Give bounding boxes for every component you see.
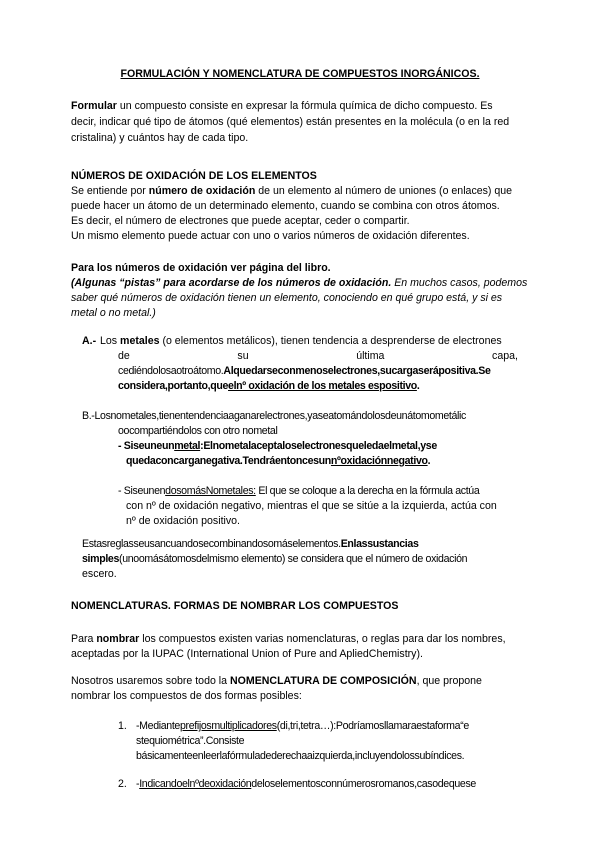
item-a-line-3: cediéndolosaotroátomo.Alquedarseconmenoselectrones,sucargaserápositiva.Se bbox=[118, 365, 491, 377]
nomen-p2-line-1: Nosotros usaremos sobre todo la NOMENCLATURA DE COMPOSICIÓN, que propone bbox=[71, 675, 482, 687]
rules-line-1: Estasreglasseusancuandosecombinandosomáselementos.Enlassustancias bbox=[82, 538, 419, 550]
list-item-1-number: 1. bbox=[118, 720, 127, 732]
item-b-sub2-line-1: - SiseunendosomásNometales: El que se coloque a la derecha en la fórmula actúa bbox=[118, 485, 480, 497]
ox-line-1: Se entiende por número de oxidación de un elemento al número de uniones (o enlaces) que bbox=[71, 185, 513, 197]
hints-line-4: metal o no metal.) bbox=[71, 307, 156, 319]
ox-line-2: puede hacer un átomo de un determinado elemento, cuando se combina con otros átomos. bbox=[71, 200, 500, 212]
item-b-sub1-line-2: quedaconcarganegativa.Tendráentoncesunnºoxidaciónnegativo. bbox=[126, 455, 431, 467]
hints-line-3: saber qué números de oxidación tienen un elemento, conociendo en qué grupo está, y si es bbox=[71, 292, 503, 304]
item-a-line-1: Los metales (o elementos metálicos), tienen tendencia a desprenderse de electrones bbox=[100, 335, 502, 347]
nomen-p1-line-1: Para nombrar los compuestos existen varias nomenclaturas, o reglas para dar los nombres, bbox=[71, 633, 506, 645]
item-a-line-2: de su última capa, bbox=[118, 350, 518, 362]
list-item-1-line-2: stequiométrica”.Consiste bbox=[136, 735, 245, 747]
page-title: FORMULACIÓN Y NOMENCLATURA DE COMPUESTOS INORGÁNICOS. bbox=[120, 68, 480, 80]
item-b-sub1-line-1: - Siseuneunmetal:Elnometalaceptaloselectronesqueledaelmetal,yse bbox=[118, 440, 437, 452]
list-item-2-line-1: -Indicandoelnºdeoxidacióndeloselementosconnúmerosromanos,casodequese bbox=[136, 778, 476, 790]
rules-line-2: simples(unoomásátomosdelmismo elemento) se considera que el número de oxidación bbox=[82, 553, 468, 565]
hints-line-1: Para los números de oxidación ver página del libro. bbox=[71, 262, 331, 274]
intro-line-2: decir, indicar qué tipo de átomos (qué elementos) están presentes en la molécula (o en la red bbox=[71, 116, 510, 128]
list-item-1-line-3: básicamenteenleerlafórmuladederechaaizquierda,incluyendolossubíndices. bbox=[136, 750, 465, 762]
item-b-line-2: oocompartiéndolos con otro nometal bbox=[118, 425, 278, 437]
item-b-sub2-line-2: con nº de oxidación negativo, mientras el que se sitúe a la izquierda, actúa con bbox=[126, 500, 497, 512]
hints-line-2: (Algunas “pistas” para acordarse de los números de oxidación. En muchos casos, podemos bbox=[71, 277, 528, 289]
list-item-2-number: 2. bbox=[118, 778, 127, 790]
ox-line-4: Un mismo elemento puede actuar con uno o varios números de oxidación diferentes. bbox=[71, 230, 470, 242]
item-a-line-4: considera,portanto,queelnº oxidación de los metales espositivo. bbox=[118, 380, 420, 392]
intro-line-3: cristalina) y cuántos hay de cada tipo. bbox=[71, 132, 249, 144]
item-b-line-1: B.-Losnometales,tienentendenciaaganarelectrones,yaseatomándolosdeunátomometálic bbox=[82, 410, 467, 422]
ox-heading: NÚMEROS DE OXIDACIÓN DE LOS ELEMENTOS bbox=[71, 170, 317, 182]
list-item-1-line-1: -Medianteprefijosmultiplicadores(di,tri,tetra…):Podríamosllamaraestaforma“e bbox=[136, 720, 469, 732]
item-a-label: A.- bbox=[82, 335, 97, 347]
nomen-heading: NOMENCLATURAS. FORMAS DE NOMBRAR LOS COMPUESTOS bbox=[71, 600, 399, 612]
rules-line-3: escero. bbox=[82, 568, 117, 580]
nomen-p2-line-2: nombrar los compuestos de dos formas posibles: bbox=[71, 690, 302, 702]
nomen-p1-line-2: aceptadas por la IUPAC (International Union of Pure and ApliedChemistry). bbox=[71, 648, 423, 660]
item-b-sub2-line-3: nº de oxidación positivo. bbox=[126, 515, 240, 527]
ox-line-3: Es decir, el número de electrones que puede aceptar, ceder o compartir. bbox=[71, 215, 410, 227]
intro-line-1: Formular un compuesto consiste en expresar la fórmula química de dicho compuesto. Es bbox=[71, 100, 493, 112]
